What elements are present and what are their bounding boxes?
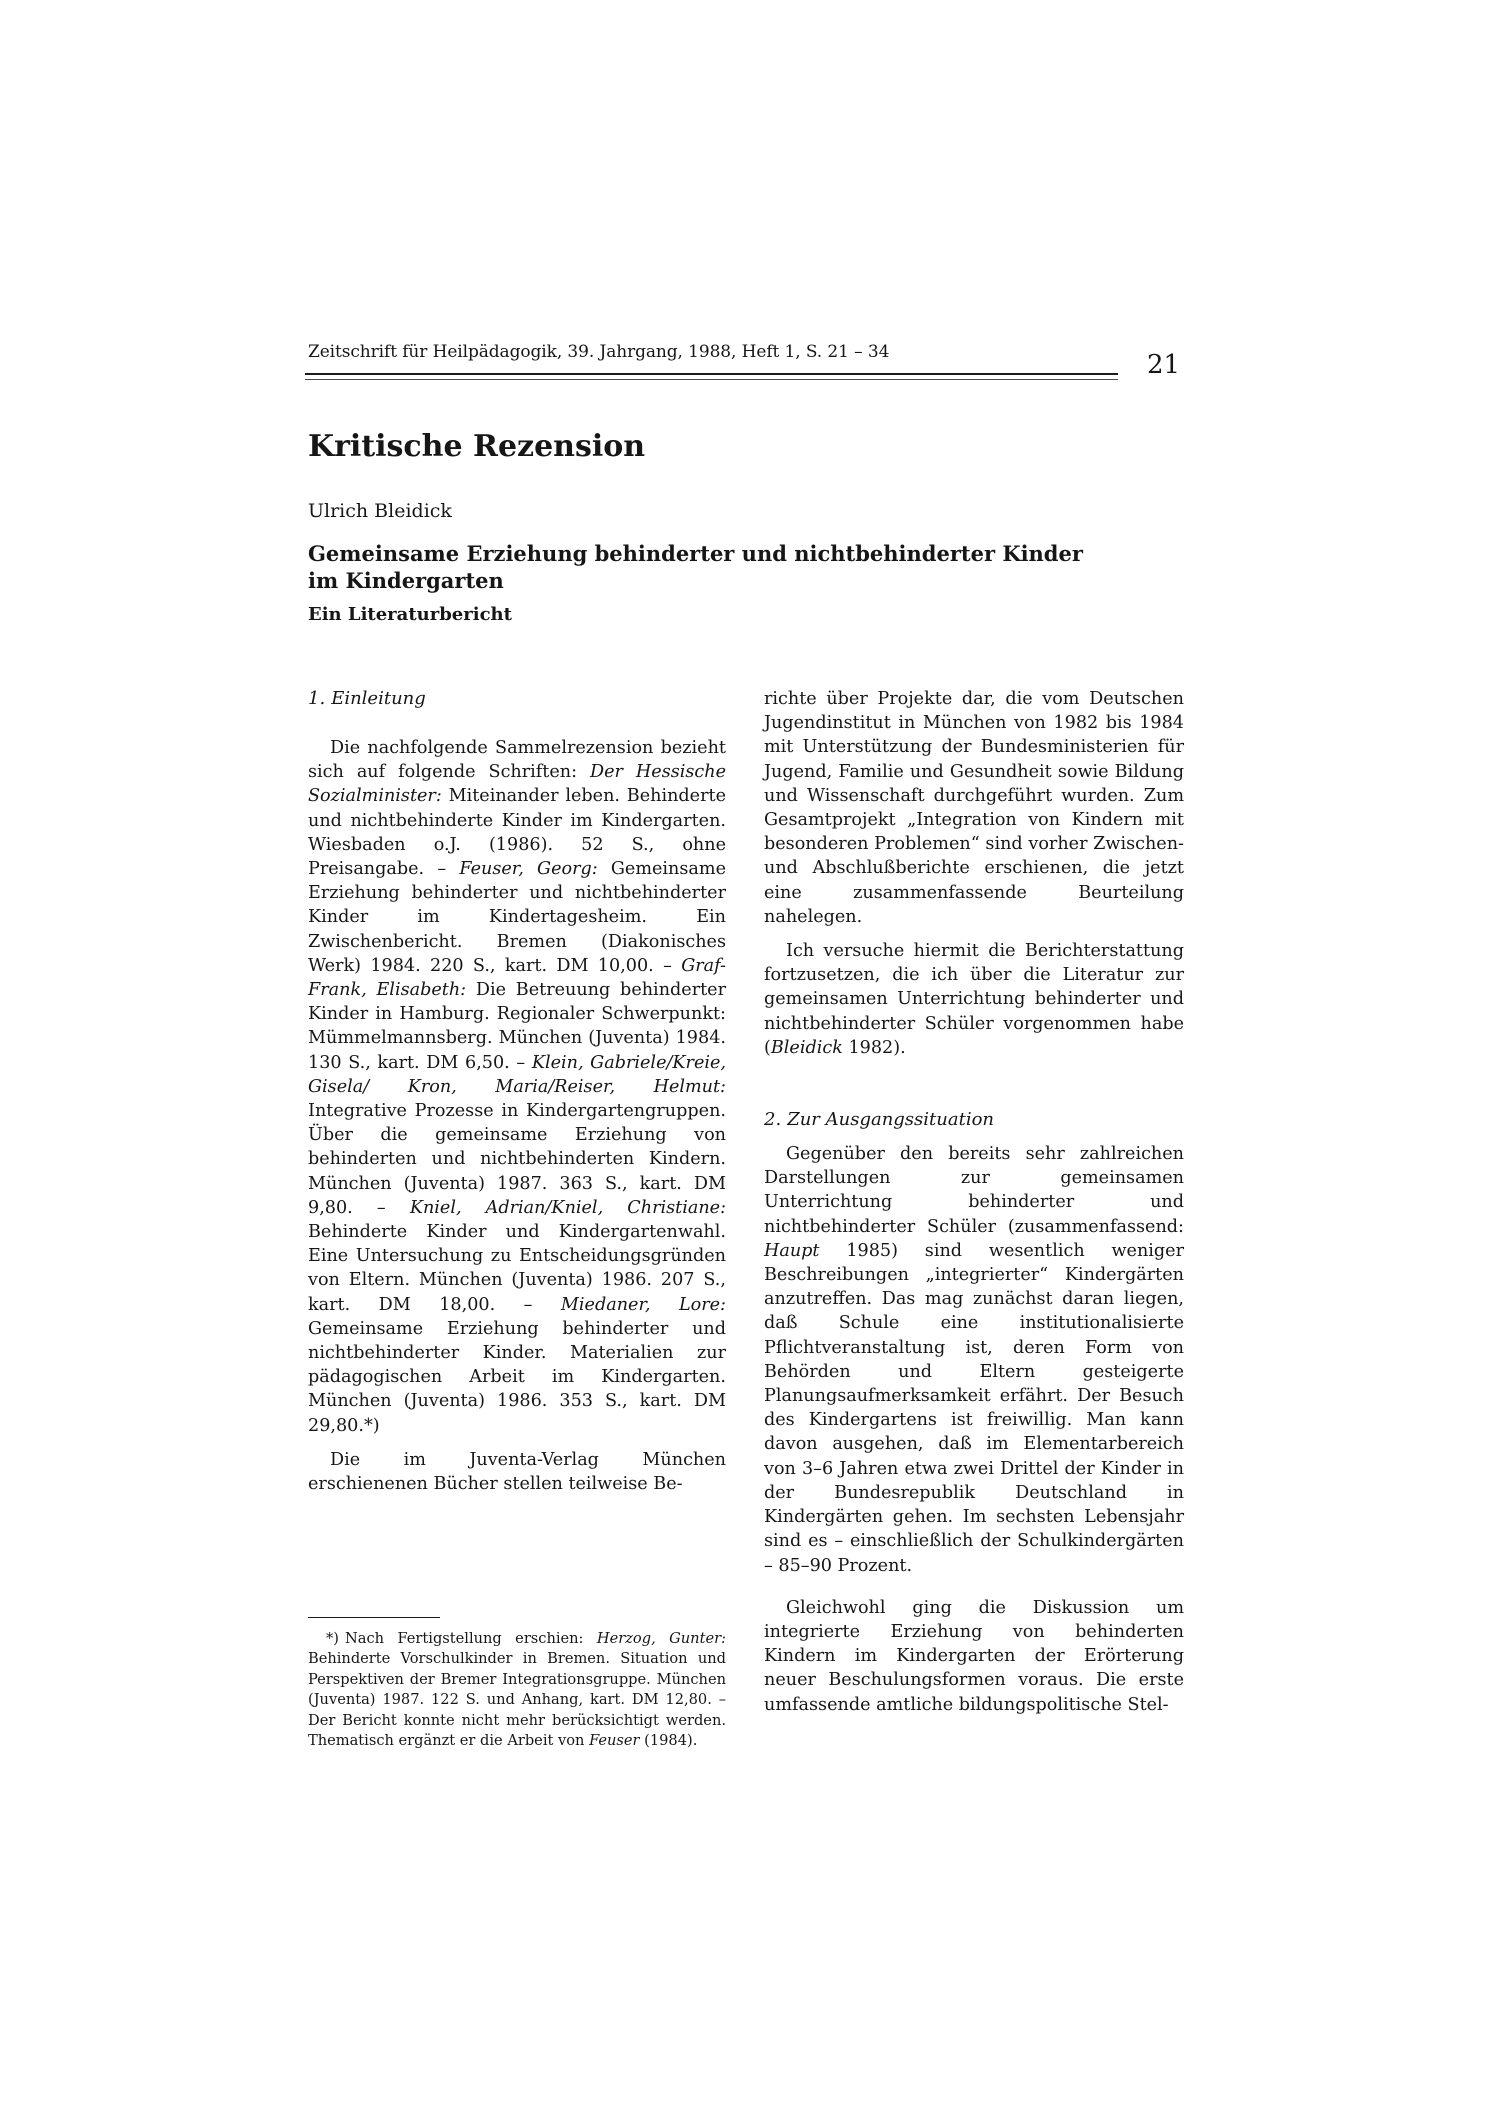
citation-author: Feuser, Georg: [459, 859, 598, 880]
citation-author: Herzog, Gunter: [596, 1630, 726, 1647]
section-heading-text: Zur Ausgangssituation [787, 1109, 995, 1131]
article-title-line-1: Gemeinsame Erziehung behinderter und nichtbehinderter Kinder [308, 541, 1083, 566]
paragraph-gleichwohl: Gleichwohl ging die Diskussion um integrierte Erziehung von behinderten Kindern im Kindergarten der Erörterung neuer Beschulungsformen voraus. Die erste umfassende amtliche bildungspolitische Stel- [764, 1597, 1184, 1715]
footnote-rule [308, 1617, 440, 1618]
citation-author: Feuser [589, 1732, 640, 1750]
paragraph-juventa: Die im Juventa-Verlag München erschienenen Bücher stellen teilweise Be- [308, 1449, 726, 1495]
text-run: 1985) sind wesentlich weniger Beschreibungen „integrierter“ Kindergärten anzutreffen. Das mag zunächst daran liegen, daß Schule eine institutionalisierte Pflichtveranstaltung ist, deren Form von Behörden und Eltern gesteigerte Planungsaufmerksamkeit erfährt. Der Besuch des Kindergartens ist freiwillig. Man kann davon ausgehen, daß im Elementarbereich von 3–6 Jahren etwa zwei Drittel der Kinder in der Bundesrepublik Deutschland in Kindergärten gehen. Im sechsten Lebensjahr sind es – einschließlich der Schulkindergärten – 85–90 Prozent. [764, 1240, 1184, 1576]
paragraph-sources [308, 736, 726, 1438]
section-heading-text: Einleitung [331, 688, 426, 709]
section-number: 1. [308, 688, 326, 709]
article-subtitle: Ein Literaturbericht [308, 604, 512, 625]
citation-author: Miedaner, Lore: [560, 1294, 726, 1315]
text-run: Gegenüber den bereits sehr zahlreichen Darstellungen zur gemeinsamen Unterrichtung behinderter und nichtbehinderter Schüler (zusammenfassend: [764, 1144, 1184, 1237]
text-run: (1984). [639, 1732, 698, 1750]
text-run: Ich versuche hiermit die Berichterstattung fortzusetzen, die ich über die Literatur zur gemeinsamen Unterrichtung behinderter und nichtbehinderter Schüler vorgenommen habe ( [764, 941, 1184, 1058]
text-run: 1982). [842, 1037, 906, 1058]
section-heading-einleitung [308, 687, 726, 711]
paragraph-ausgangssituation [764, 1142, 1184, 1578]
citation-author: Der Hessische Sozialminister: [308, 762, 727, 807]
running-head: Zeitschrift für Heilpädagogik, 39. Jahrgang, 1988, Heft 1, S. 21 – 34 [308, 342, 890, 362]
section-number: 2. [764, 1109, 782, 1131]
text-run: Behinderte Vorschulkinder in Bremen. Situation und Perspektiven der Bremer Integrationsgruppe. München (Juventa) 1987. 122 S. und Anhang, kart. DM 12,80. – Der Bericht konnte nicht mehr berücksichtigt werden. Thematisch ergänzt er die Arbeit von [308, 1650, 726, 1750]
right-column [764, 687, 1184, 1717]
footnote [308, 1629, 726, 1751]
footnote-mark: *) [326, 1630, 339, 1647]
text-run: Die Betreuung behinderter Kinder in Hamburg. Regionaler Schwerpunkt: Mümmelmannsberg. München (Juventa) 1984. 130 S., kart. DM 6,50. – [308, 980, 726, 1073]
header-rule [305, 373, 1118, 375]
text-run: Miteinander leben. Behinderte und nichtbehinderte Kinder im Kindergarten. Wiesbaden o.J. (1986). 52 S., ohne Preisangabe. – [308, 786, 726, 880]
text-run: Gemeinsame Erziehung behinderter und nichtbehinderter Kinder. Materialien zur pädagogischen Arbeit im Kindergarten. München (Juventa) 1986. 353 S., kart. DM 29,80.*) [308, 1318, 726, 1436]
citation-author: Bleidick [770, 1037, 843, 1058]
text-run: Gemeinsame Erziehung behinderter und nichtbehinderter Kinder im Kindertagesheim. Ein Zwischenbericht. Bremen (Diakonisches Werk) 1984. 220 S., kart. DM 10,00. – [308, 859, 726, 976]
left-column [308, 687, 726, 1496]
text-run: Nach Fertigstellung erschien: [345, 1630, 597, 1647]
citation-author: Haupt [764, 1240, 820, 1261]
citation-author: Graf-Frank, Elisabeth: [308, 955, 726, 1001]
author-name: Ulrich Bleidick [308, 500, 452, 522]
text-run: Behinderte Kinder und Kindergartenwahl. Eine Untersuchung zu Entscheidungsgründen von Eltern. München (Juventa) 1986. 207 S., kart. DM 18,00. – [308, 1222, 726, 1315]
section-title: Kritische Rezension [308, 429, 646, 464]
text-run: Die nachfolgende Sammelrezension bezieht sich auf folgende Schriften: [308, 738, 726, 783]
citation-author: Klein, Gabriele/Kreie, Gisela/ Kron, Maria/Reiser, Helmut: [308, 1052, 726, 1097]
text-run: Integrative Prozesse in Kindergartengruppen. Über die gemeinsame Erziehung von behinderten und nichtbehinderten Kindern. München (Juventa) 1987. 363 S., kart. DM 9,80. – [308, 1101, 726, 1218]
paragraph-projects: richte über Projekte dar, die vom Deutschen Jugendinstitut in München von 1982 bis 1984 mit Unterstützung der Bundesministerien für Jugend, Familie und Gesundheit sowie Bildung und Wissenschaft durchgeführt wurden. Zum Gesamtprojekt „Integration von Kindern mit besonderen Problemen“ sind vorher Zwischen- und Abschlußberichte erschienen, die jetzt eine zusammenfassende Beurteilung nahelegen. [764, 689, 1184, 927]
article-title [308, 540, 1108, 594]
header-rule-thin [305, 379, 1118, 380]
section-heading-ausgangssituation [764, 1108, 1184, 1132]
page-number: 21 [1147, 350, 1181, 380]
paragraph-continuation [764, 939, 1184, 1060]
article-title-line-2: im Kindergarten [308, 568, 504, 593]
citation-author: Kniel, Adrian/Kniel, Christiane: [409, 1197, 726, 1218]
